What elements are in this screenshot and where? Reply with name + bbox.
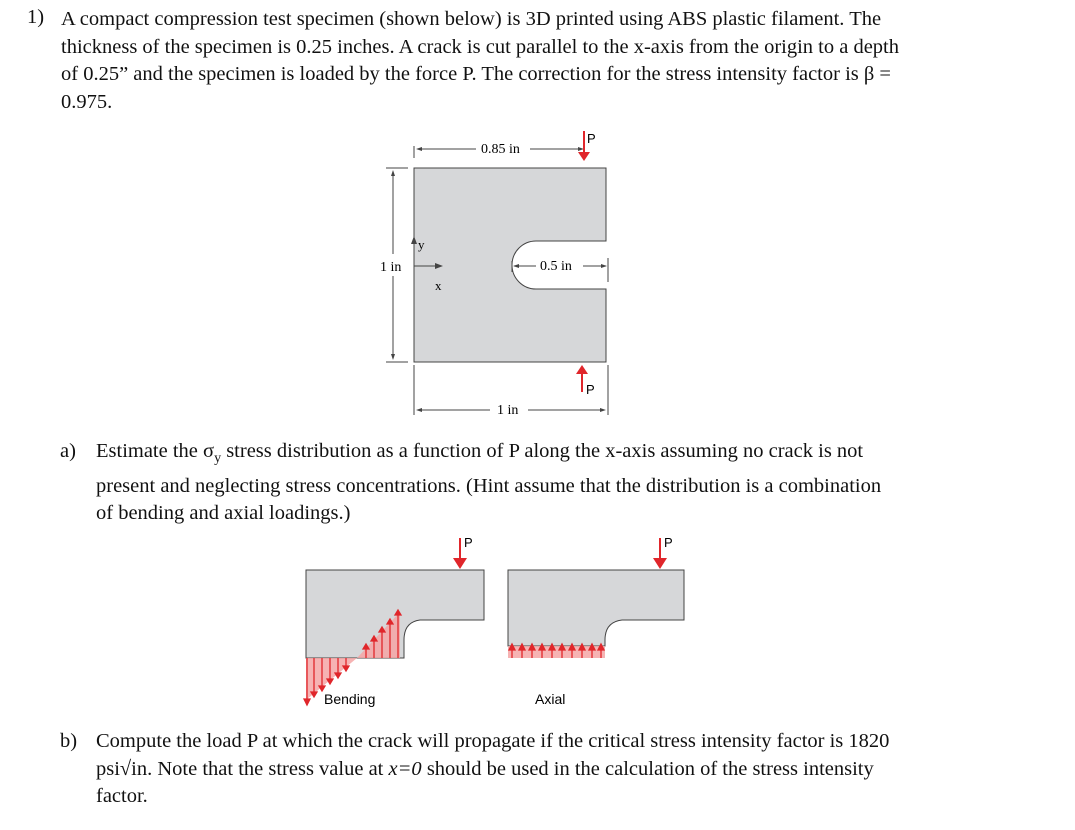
bending-load-label: P (464, 535, 473, 550)
axial-specimen (508, 570, 684, 646)
load-top-label: P (587, 131, 596, 146)
axis-y-label: y (418, 237, 425, 252)
problem-intro (61, 6, 1051, 116)
stress-distribution-figure (295, 530, 695, 715)
dim-top-label: 0.85 in (481, 142, 520, 157)
axial-load-label: P (664, 535, 673, 550)
bending-caption: Bending (324, 691, 376, 707)
part-b-line-1: Compute the load P at which the crack will propagate if the critical stress intensity factor is 1820 (96, 730, 890, 752)
specimen-body (414, 168, 606, 362)
x-equals-zero: x=0 (388, 757, 422, 780)
specimen-figure (360, 125, 630, 425)
load-top-arrow (578, 152, 590, 161)
dim-bottom-label: 1 in (497, 403, 519, 418)
load-bottom-arrow (576, 365, 588, 374)
part-b-line-3: factor. (96, 785, 148, 807)
part-b-line-2-start: psi√in. Note that the stress value at (96, 757, 389, 780)
part-b-line-2-end: should be used in the calculation of the stress intensity (421, 757, 874, 780)
part-a-line-1-start: Estimate the σ (96, 440, 215, 462)
sigma-subscript: y (214, 451, 222, 467)
part-a-letter: a) (60, 440, 76, 462)
part-a-line-3: of bending and axial loadings.) (96, 502, 351, 525)
dim-left-label: 1 in (380, 260, 402, 275)
axial-caption: Axial (535, 691, 566, 707)
part-a-line-1 (96, 438, 976, 473)
dim-notch-label: 0.5 in (540, 259, 572, 274)
intro-line-1: A compact compression test specimen (shown below) is 3D printed using ABS plastic filament. The (61, 8, 882, 30)
part-a-text (96, 438, 976, 528)
axis-x-label: x (435, 278, 442, 293)
part-b-line-2 (96, 756, 976, 784)
part-b-letter: b) (60, 730, 78, 752)
axial-load-arrow (653, 558, 667, 569)
part-a-line-1-end: stress distribution as a function of P along the x-axis assuming no crack is not (221, 440, 864, 462)
intro-line-4: 0.975. (61, 90, 113, 113)
part-b-text (96, 728, 976, 811)
load-bottom-label: P (586, 382, 595, 397)
bending-load-arrow (453, 558, 467, 569)
part-a-line-2: present and neglecting stress concentrations. (Hint assume that the distribution is a combination (96, 474, 882, 497)
intro-line-3: of 0.25” and the specimen is loaded by the force P. The correction for the stress intensity factor is β = (61, 63, 891, 85)
problem-number: 1) (27, 6, 45, 28)
intro-line-2: thickness of the specimen is 0.25 inches. A crack is cut parallel to the x-axis from the origin to a depth (61, 35, 900, 58)
